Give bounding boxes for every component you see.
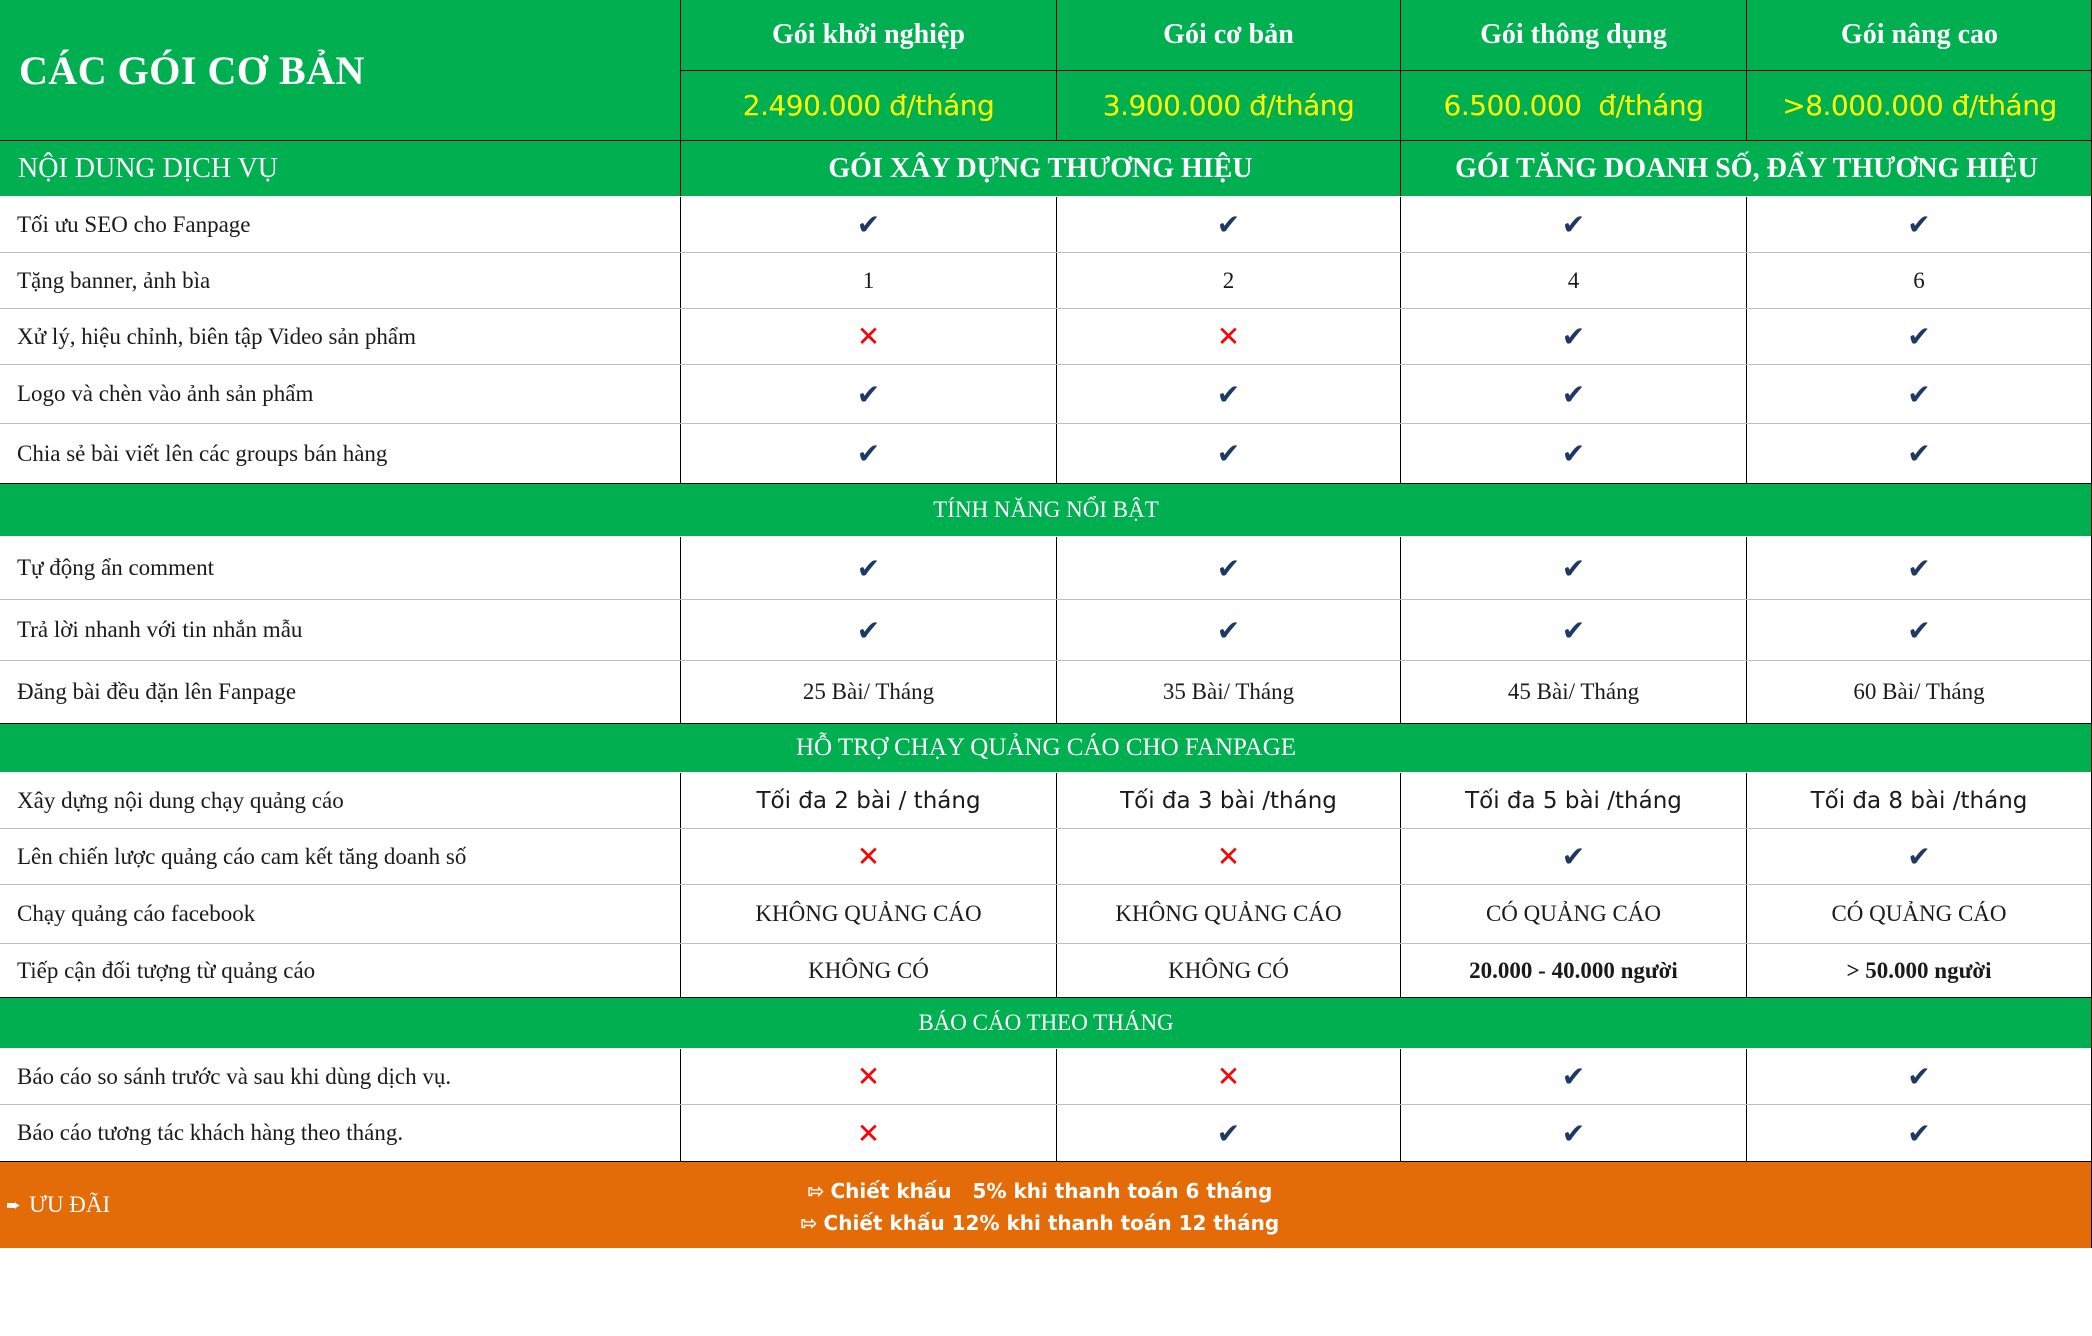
column-divider [680, 141, 681, 196]
check-icon: ✔ [1561, 377, 1586, 411]
service-value-popular: 4 [1567, 267, 1580, 293]
row-divider [0, 364, 2092, 365]
column-divider [1400, 1049, 1401, 1104]
section-reports-title: BÁO CÁO THEO THÁNG [0, 998, 2092, 1048]
column-divider [680, 1049, 681, 1104]
column-divider [1746, 197, 1747, 252]
column-divider [1746, 309, 1747, 364]
column-divider [680, 829, 681, 884]
package-name-startup: Gói khởi nghiệp [681, 0, 1056, 70]
feature-row-label: Trả lời nhanh với tin nhắn mẫu [17, 617, 303, 642]
service-row-label: Xử lý, hiệu chỉnh, biên tập Video sản phẩm [17, 323, 417, 349]
column-divider [1400, 365, 1401, 423]
check-icon: ✔ [1561, 320, 1586, 353]
column-divider [1400, 600, 1401, 660]
column-divider [1056, 424, 1057, 483]
check-icon: ✔ [1907, 208, 1931, 241]
column-divider [1400, 661, 1401, 723]
check-icon: ✔ [1561, 1060, 1586, 1093]
row-divider [681, 70, 2092, 71]
ads-row-label: Chạy quảng cáo facebook [17, 901, 256, 926]
column-divider [1056, 600, 1057, 660]
column-divider [1056, 253, 1057, 308]
column-divider [1056, 365, 1057, 423]
feature-value-basic: 35 Bài/ Tháng [1162, 679, 1295, 704]
column-divider [1400, 309, 1401, 364]
column-divider [1746, 885, 1747, 943]
column-divider [1746, 829, 1747, 884]
check-icon: ✔ [1907, 1116, 1931, 1150]
ads-row-label: Xây dựng nội dung chạy quảng cáo [17, 787, 344, 813]
check-icon: ✔ [1907, 437, 1931, 470]
check-icon: ✔ [1907, 1060, 1931, 1093]
section-ads-title: HỖ TRỢ CHẠY QUẢNG CÁO CHO FANPAGE [0, 724, 2092, 772]
column-divider [1400, 773, 1401, 828]
offer-line-1 [600, 1176, 1480, 1206]
column-divider [1056, 197, 1057, 252]
row-divider [0, 884, 2092, 885]
column-divider [680, 424, 681, 483]
column-divider [1400, 537, 1401, 599]
column-divider [680, 537, 681, 599]
package-price-basic: 3.900.000 đ/tháng [1057, 71, 1400, 140]
column-divider [1400, 1105, 1401, 1161]
ads-value-advanced: > 50.000 người [1846, 957, 1992, 983]
check-icon: ✔ [1561, 1116, 1586, 1150]
content-label: NỘI DUNG DỊCH VỤ [0, 141, 680, 196]
ads-value-basic: KHÔNG CÓ [1168, 957, 1289, 983]
ads-value-basic: Tối đa 3 bài /tháng [1120, 787, 1337, 814]
table-title: CÁC GÓI CƠ BẢN [0, 0, 680, 140]
feature-value-startup: 25 Bài/ Tháng [802, 679, 935, 704]
arrow-right-icon: ➨ [6, 1194, 22, 1216]
ads-value-basic: KHÔNG QUẢNG CÁO [1115, 901, 1342, 926]
column-divider [1746, 537, 1747, 599]
column-divider [1746, 600, 1747, 660]
column-divider [1746, 773, 1747, 828]
check-icon: ✔ [1561, 208, 1586, 241]
service-value-startup: 1 [862, 267, 875, 293]
service-value-basic: 2 [1222, 267, 1235, 293]
column-divider [1400, 829, 1401, 884]
ads-value-startup: KHÔNG QUẢNG CÁO [755, 901, 982, 926]
check-icon: ✔ [1907, 320, 1931, 353]
column-divider [680, 944, 681, 997]
check-icon: ✔ [1561, 840, 1586, 873]
service-value-advanced: 6 [1913, 267, 1925, 293]
column-divider [1056, 944, 1057, 997]
check-icon: ✔ [1216, 1116, 1241, 1150]
column-divider [1746, 1105, 1747, 1161]
check-icon: ✔ [1907, 613, 1931, 647]
check-icon: ✔ [1561, 613, 1586, 647]
column-divider [1400, 944, 1401, 997]
column-divider [1746, 944, 1747, 997]
column-divider [680, 253, 681, 308]
column-divider [1746, 661, 1747, 723]
offer-label-text: ƯU ĐÃI [29, 1192, 111, 1217]
cross-icon: ✕ [856, 1060, 881, 1093]
column-divider [1056, 1105, 1057, 1161]
package-name-popular: Gói thông dụng [1401, 0, 1746, 70]
column-divider [1056, 773, 1057, 828]
check-icon: ✔ [1561, 551, 1586, 585]
column-divider [1400, 424, 1401, 483]
feature-value-popular: 45 Bài/ Tháng [1507, 679, 1640, 704]
offer-label [0, 1162, 200, 1248]
row-divider [0, 943, 2092, 944]
group-sales-header: GÓI TĂNG DOANH SỐ, ĐẨY THƯƠNG HIỆU [1401, 141, 2092, 196]
check-icon: ✔ [1216, 437, 1241, 470]
row-divider [0, 660, 2092, 661]
column-divider [680, 197, 681, 252]
column-divider [680, 885, 681, 943]
service-row-label: Chia sẻ bài viết lên các groups bán hàng [17, 440, 388, 466]
row-divider [0, 997, 2092, 998]
column-divider [1400, 253, 1401, 308]
check-icon: ✔ [856, 437, 881, 470]
group-brand-header: GÓI XÂY DỰNG THƯƠNG HIỆU [681, 141, 1400, 196]
section-features-title: TÍNH NĂNG NỔI BẬT [0, 484, 2092, 536]
row-divider [0, 828, 2092, 829]
check-icon: ✔ [1216, 377, 1241, 411]
column-divider [680, 1105, 681, 1161]
ads-value-advanced: Tối đa 8 bài /tháng [1810, 787, 2028, 814]
arrow-icon: ⇰ [807, 1179, 825, 1203]
feature-row-label: Đăng bài đều đặn lên Fanpage [17, 679, 297, 704]
check-icon: ✔ [1216, 613, 1241, 647]
feature-row-label: Tự động ẩn comment [17, 555, 215, 580]
column-divider [1056, 537, 1057, 599]
row-divider [0, 308, 2092, 309]
ads-row-label: Lên chiến lược quảng cáo cam kết tăng doanh số [17, 843, 467, 869]
column-divider [680, 600, 681, 660]
check-icon: ✔ [856, 377, 881, 411]
check-icon: ✔ [856, 613, 881, 647]
check-icon: ✔ [1907, 377, 1931, 411]
service-row-label: Logo và chèn vào ảnh sản phẩm [17, 381, 314, 406]
column-divider [680, 661, 681, 723]
row-divider [0, 483, 2092, 484]
package-name-basic: Gói cơ bản [1057, 0, 1400, 70]
column-divider [680, 365, 681, 423]
offer-line-2 [600, 1208, 1480, 1238]
check-icon: ✔ [1907, 840, 1931, 873]
report-row-label: Báo cáo so sánh trước và sau khi dùng dịch vụ. [17, 1063, 452, 1089]
ads-value-popular: 20.000 - 40.000 người [1469, 957, 1678, 983]
check-icon: ✔ [1216, 551, 1241, 585]
service-row-label: Tối ưu SEO cho Fanpage [17, 211, 251, 237]
report-row-label: Báo cáo tương tác khách hàng theo tháng. [17, 1120, 404, 1145]
column-divider [1400, 885, 1401, 943]
column-divider [1056, 661, 1057, 723]
check-icon: ✔ [856, 551, 881, 585]
package-name-advanced: Gói nâng cao [1747, 0, 2092, 70]
row-divider [0, 1104, 2092, 1105]
cross-icon: ✕ [1216, 320, 1241, 353]
ads-value-startup: Tối đa 2 bài / tháng [756, 787, 981, 814]
row-divider [0, 423, 2092, 424]
cross-icon: ✕ [856, 840, 881, 873]
row-divider [0, 252, 2092, 253]
column-divider [1400, 141, 1401, 196]
offer-line-1-text: Chiết khấu 5% khi thanh toán 6 tháng [830, 1179, 1273, 1203]
column-divider [1746, 365, 1747, 423]
feature-value-advanced: 60 Bài/ Tháng [1853, 679, 1985, 704]
column-divider [1056, 309, 1057, 364]
cross-icon: ✕ [1216, 1060, 1241, 1093]
column-divider [680, 773, 681, 828]
row-divider [0, 1161, 2092, 1162]
check-icon: ✔ [1561, 437, 1586, 470]
package-price-popular: 6.500.000 đ/tháng [1401, 71, 1746, 140]
offer-line-2-text: Chiết khấu 12% khi thanh toán 12 tháng [823, 1211, 1280, 1235]
column-divider [1056, 829, 1057, 884]
column-divider [1746, 424, 1747, 483]
row-divider [0, 599, 2092, 600]
cross-icon: ✕ [1216, 840, 1241, 873]
column-divider [1056, 885, 1057, 943]
arrow-icon: ⇰ [800, 1211, 818, 1235]
column-divider [680, 309, 681, 364]
column-divider [1056, 1049, 1057, 1104]
ads-value-startup: KHÔNG CÓ [808, 957, 929, 983]
cross-icon: ✕ [856, 1116, 881, 1150]
check-icon: ✔ [856, 208, 881, 241]
ads-value-advanced: CÓ QUẢNG CÁO [1831, 901, 2007, 926]
column-divider [1746, 253, 1747, 308]
column-divider [1746, 1049, 1747, 1104]
ads-value-popular: CÓ QUẢNG CÁO [1485, 901, 1662, 926]
package-price-advanced: >8.000.000 đ/tháng [1747, 71, 2092, 140]
check-icon: ✔ [1216, 208, 1241, 241]
column-divider [1400, 197, 1401, 252]
ads-row-label: Tiếp cận đối tượng từ quảng cáo [17, 957, 316, 983]
row-divider [0, 723, 2092, 724]
cross-icon: ✕ [856, 320, 881, 353]
package-price-startup: 2.490.000 đ/tháng [681, 71, 1056, 140]
row-divider [0, 140, 2092, 141]
ads-value-popular: Tối đa 5 bài /tháng [1465, 787, 1682, 814]
check-icon: ✔ [1907, 551, 1931, 585]
service-row-label: Tặng banner, ảnh bìa [17, 267, 211, 293]
